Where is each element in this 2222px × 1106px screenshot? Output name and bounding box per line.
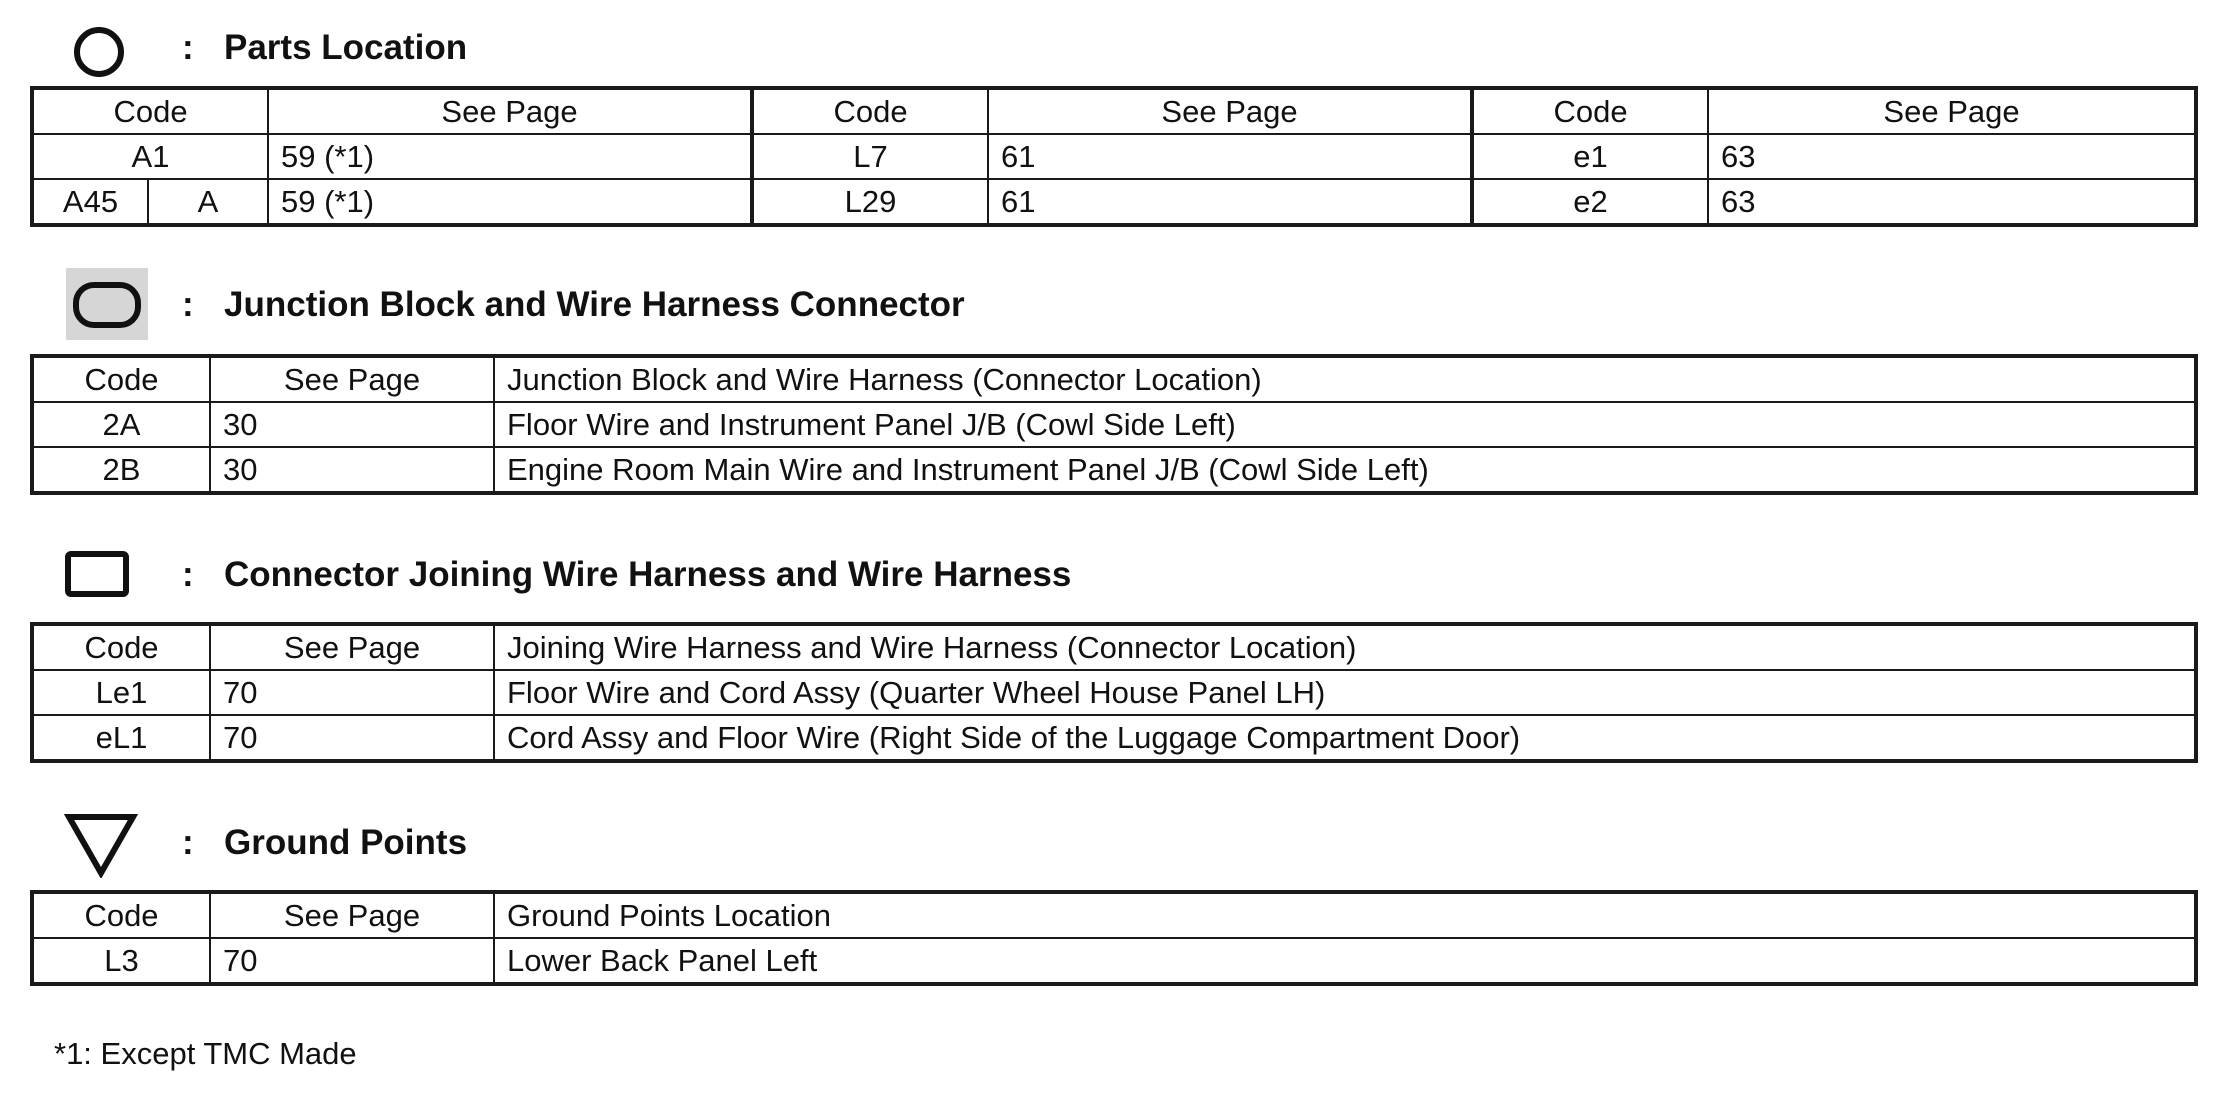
junction-block-table [30, 354, 2198, 495]
heading-colon: : [182, 555, 194, 594]
page-cell: 61 [988, 179, 1472, 225]
table-header-row [32, 892, 2196, 938]
ground-points-table [30, 890, 2198, 986]
header-code: Code [32, 88, 268, 134]
page-cell: 70 [210, 715, 494, 761]
description-cell: Engine Room Main Wire and Instrument Panel J/B (Cowl Side Left) [494, 447, 2196, 493]
code-cell: e2 [1472, 179, 1708, 225]
header-see-page: See Page [1708, 88, 2196, 134]
page-cell: 30 [210, 447, 494, 493]
description-cell: Lower Back Panel Left [494, 938, 2196, 984]
triangle-down-icon [64, 812, 138, 878]
ground-points-title: Ground Points [224, 823, 468, 862]
header-location: Junction Block and Wire Harness (Connector Location) [494, 356, 2196, 402]
heading-colon: : [182, 285, 194, 324]
header-see-page: See Page [210, 624, 494, 670]
page-cell: 30 [210, 402, 494, 447]
table-row [32, 715, 2196, 761]
header-code: Code [1472, 88, 1708, 134]
page-cell: 61 [988, 134, 1472, 179]
connector-joining-table [30, 622, 2198, 763]
page-cell: 59 (*1) [268, 134, 752, 179]
heading-colon: : [182, 823, 194, 862]
code-cell: A1 [32, 134, 268, 179]
page-cell: 63 [1708, 134, 2196, 179]
page-cell: 70 [210, 938, 494, 984]
header-code: Code [32, 624, 210, 670]
table-row [32, 134, 2196, 179]
header-see-page: See Page [210, 892, 494, 938]
heading-colon: : [182, 28, 194, 67]
header-location: Joining Wire Harness and Wire Harness (Connector Location) [494, 624, 2196, 670]
description-cell: Floor Wire and Cord Assy (Quarter Wheel House Panel LH) [494, 670, 2196, 715]
header-code: Code [32, 892, 210, 938]
header-code: Code [32, 356, 210, 402]
header-see-page: See Page [988, 88, 1472, 134]
header-see-page: See Page [210, 356, 494, 402]
code-cell: L29 [752, 179, 988, 225]
code-cell: 2A [32, 402, 210, 447]
junction-block-title: Junction Block and Wire Harness Connector [224, 285, 965, 324]
table-row [32, 447, 2196, 493]
connector-joining-title: Connector Joining Wire Harness and Wire Harness [224, 555, 1072, 594]
table-row [32, 179, 2196, 225]
table-header-row [32, 624, 2196, 670]
table-row [32, 938, 2196, 984]
square-icon [64, 550, 130, 598]
header-location: Ground Points Location [494, 892, 2196, 938]
table-row [32, 402, 2196, 447]
code-cell: eL1 [32, 715, 210, 761]
page-cell: 59 (*1) [268, 179, 752, 225]
description-cell: Cord Assy and Floor Wire (Right Side of the Luggage Compartment Door) [494, 715, 2196, 761]
code-cell: e1 [1472, 134, 1708, 179]
header-code: Code [752, 88, 988, 134]
code-cell: A45 [32, 179, 148, 225]
table-header-row [32, 88, 2196, 134]
circle-icon [72, 25, 126, 79]
table-header-row [32, 356, 2196, 402]
footnote: *1: Except TMC Made [54, 1036, 357, 1071]
code-cell: L7 [752, 134, 988, 179]
page-cell: 70 [210, 670, 494, 715]
code-cell: Le1 [32, 670, 210, 715]
table-row [32, 670, 2196, 715]
code-cell: 2B [32, 447, 210, 493]
page-cell: 63 [1708, 179, 2196, 225]
parts-location-title: Parts Location [224, 28, 468, 67]
rounded-box-icon [66, 268, 148, 340]
header-see-page: See Page [268, 88, 752, 134]
code-cell: L3 [32, 938, 210, 984]
subcode-cell: A [148, 179, 268, 225]
description-cell: Floor Wire and Instrument Panel J/B (Cowl Side Left) [494, 402, 2196, 447]
parts-location-table [30, 86, 2198, 227]
